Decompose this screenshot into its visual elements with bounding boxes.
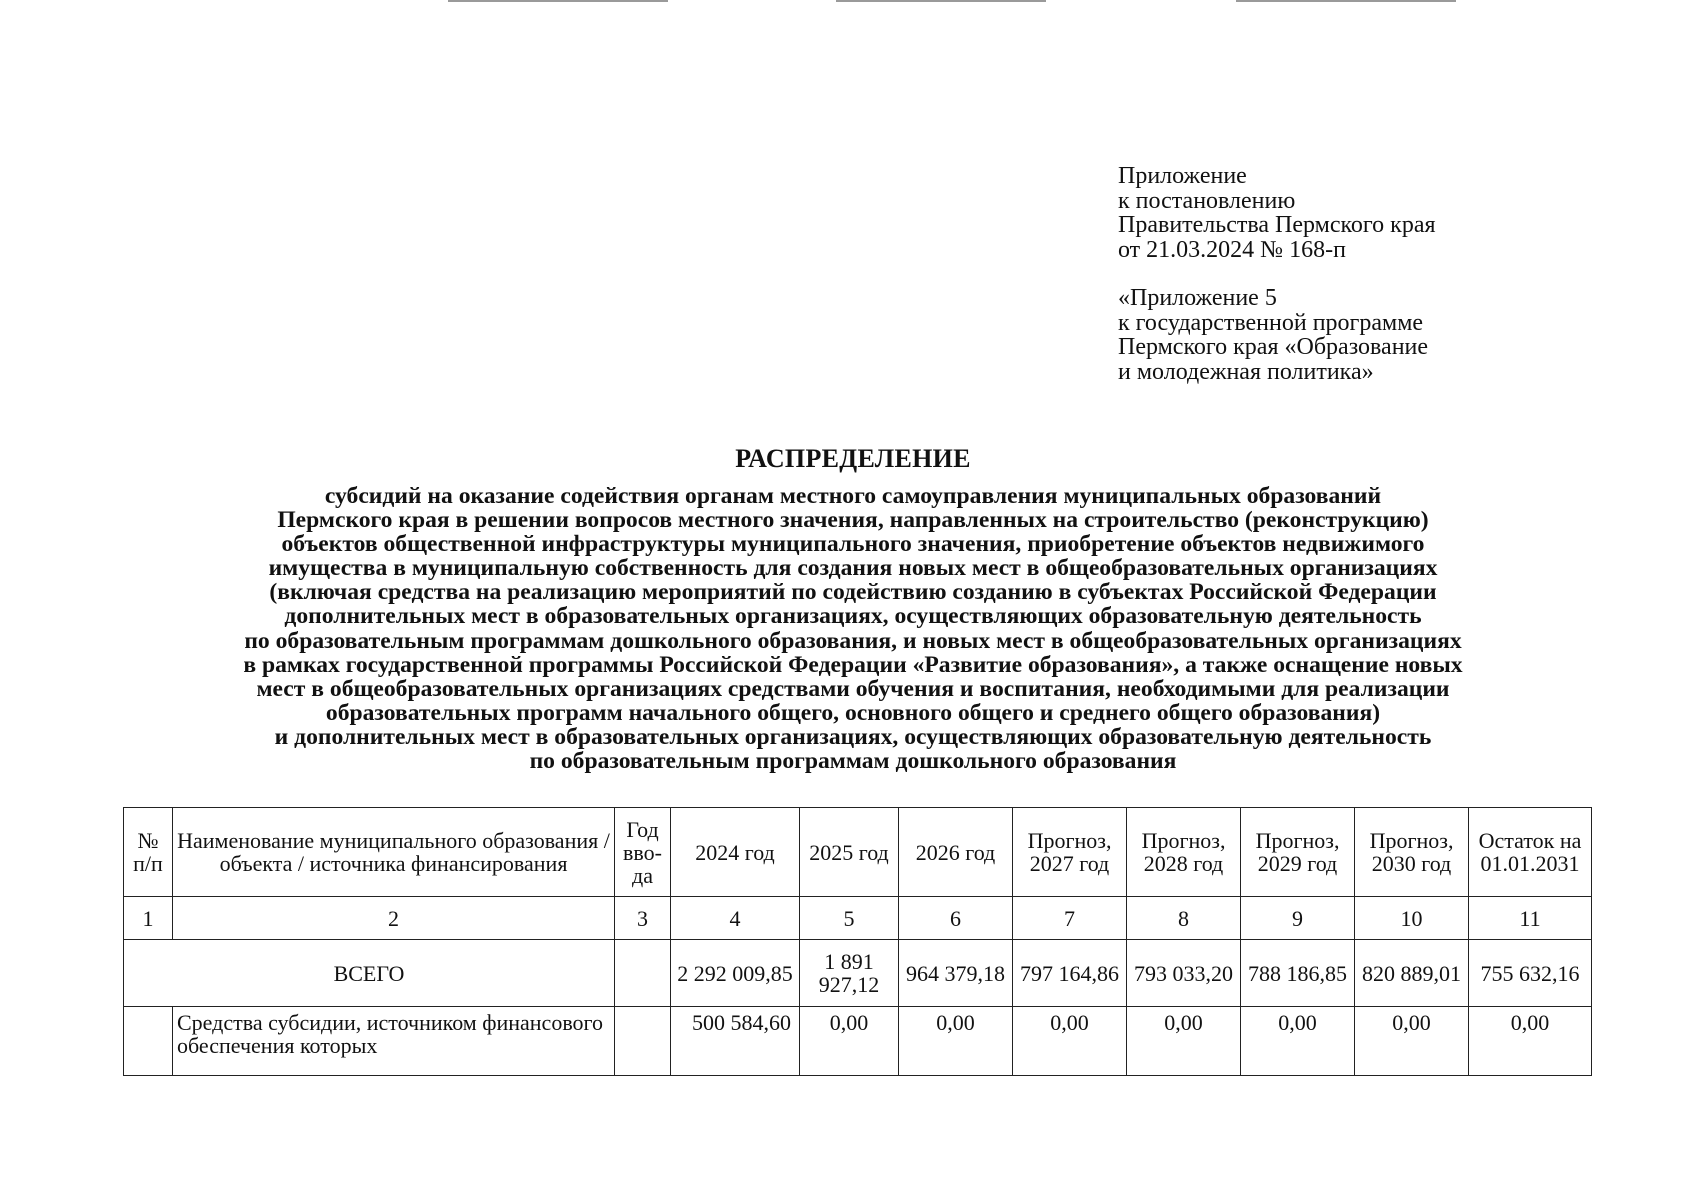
total-2026: 964 379,18 <box>899 940 1013 1007</box>
subtitle-line: дополнительных мест в образовательных организациях, осуществляющих образовательную деятельность <box>284 603 1422 630</box>
total-2028: 793 033,20 <box>1127 940 1241 1007</box>
header-name: Наименование муниципального образования / объекта / источника финансирования <box>173 808 615 897</box>
subtitle-line: имущества в муниципальную собственность для создания новых мест в общеобразовательных организациях <box>268 555 1438 582</box>
subtitle-line: и дополнительных мест в образовательных организациях, осуществляющих образовательную деятельность <box>274 723 1432 750</box>
table-header-row <box>124 808 1592 897</box>
column-number: 6 <box>899 897 1013 940</box>
document-title: РАСПРЕДЕЛЕНИЕ <box>735 444 971 473</box>
subsidy-2026: 0,00 <box>899 1007 1013 1076</box>
subtitle-line: в рамках государственной программы Российской Федерации «Развитие образования», а также оснащение новых <box>243 651 1463 678</box>
header-year: Год вво-да <box>615 808 671 897</box>
subsidy-year <box>615 1007 671 1076</box>
total-year <box>615 940 671 1007</box>
total-label: ВСЕГО <box>124 940 615 1007</box>
header-2030: Прогноз, 2030 год <box>1355 808 1469 897</box>
header-2026: 2026 год <box>899 808 1013 897</box>
subsidy-2027: 0,00 <box>1013 1007 1127 1076</box>
header-num: № п/п <box>124 808 173 897</box>
total-2024: 2 292 009,85 <box>671 940 800 1007</box>
subtitle-line: (включая средства на реализацию мероприятий по содействию созданию в субъектах Российской Федерации <box>269 579 1437 606</box>
column-number: 4 <box>671 897 800 940</box>
appendix-gap <box>1118 262 1578 286</box>
total-2030: 820 889,01 <box>1355 940 1469 1007</box>
header-2029: Прогноз, 2029 год <box>1241 808 1355 897</box>
table-row-subsidy <box>124 1007 1592 1076</box>
subsidy-rest: 0,00 <box>1469 1007 1592 1076</box>
appendix-line: и молодежная политика» <box>1118 358 1374 385</box>
appendix-line: к государственной программе <box>1118 309 1424 336</box>
distribution-table <box>123 807 1592 1076</box>
column-number: 1 <box>124 897 173 940</box>
total-2029: 788 186,85 <box>1241 940 1355 1007</box>
column-number: 10 <box>1355 897 1469 940</box>
column-number: 5 <box>800 897 899 940</box>
appendix-line: Приложение <box>1118 163 1247 189</box>
appendix-line: от 21.03.2024 № 168-п <box>1118 236 1346 263</box>
subsidy-2028: 0,00 <box>1127 1007 1241 1076</box>
header-2027: Прогноз, 2027 год <box>1013 808 1127 897</box>
total-2027: 797 164,86 <box>1013 940 1127 1007</box>
scan-mark <box>836 0 1046 2</box>
header-2025: 2025 год <box>800 808 899 897</box>
column-number-row <box>124 897 1592 940</box>
scan-mark <box>1236 0 1456 2</box>
subtitle-line: Пермского края в решении вопросов местного значения, направленных на строительство (реконструкцию) <box>277 507 1429 534</box>
appendix-block <box>1118 164 1578 384</box>
column-number: 9 <box>1241 897 1355 940</box>
column-number: 7 <box>1013 897 1127 940</box>
column-number: 2 <box>173 897 615 940</box>
column-number: 3 <box>615 897 671 940</box>
subtitle-line: по образовательным программам дошкольного образования <box>529 748 1177 775</box>
subtitle-line: мест в общеобразовательных организациях средствами обучения и воспитания, необходимыми для реализации <box>256 675 1450 702</box>
total-rest: 755 632,16 <box>1469 940 1592 1007</box>
table-row-total <box>124 940 1592 1007</box>
subsidy-num <box>124 1007 173 1076</box>
column-number: 8 <box>1127 897 1241 940</box>
header-2024: 2024 год <box>671 808 800 897</box>
subsidy-label: Средства субсидии, источником финансового обеспечения которых <box>173 1007 615 1076</box>
subtitle-line: по образовательным программам дошкольного образования, и новых мест в общеобразовательных организациях <box>244 627 1462 654</box>
scan-mark <box>448 0 668 2</box>
subtitle-line: объектов общественной инфраструктуры муниципального значения, приобретение объектов недвижимого <box>281 531 1425 558</box>
total-2025: 1 891 927,12 <box>800 940 899 1007</box>
header-rest: Остаток на 01.01.2031 <box>1469 808 1592 897</box>
appendix-line: Пермского края «Образование <box>1118 334 1429 360</box>
subsidy-2030: 0,00 <box>1355 1007 1469 1076</box>
subsidy-2024: 500 584,60 <box>671 1007 800 1076</box>
appendix-line: к постановлению <box>1118 187 1296 214</box>
appendix-line: Правительства Пермского края <box>1118 212 1436 238</box>
column-number: 11 <box>1469 897 1592 940</box>
subtitle-line: субсидий на оказание содействия органам местного самоуправления муниципальных образований <box>324 483 1382 509</box>
appendix-line: «Приложение 5 <box>1118 285 1277 311</box>
subsidy-2025: 0,00 <box>800 1007 899 1076</box>
subsidy-2029: 0,00 <box>1241 1007 1355 1076</box>
header-2028: Прогноз, 2028 год <box>1127 808 1241 897</box>
document-subtitle <box>100 484 1606 773</box>
subtitle-line: образовательных программ начального общего, основного общего и среднего общего образования) <box>325 699 1381 726</box>
